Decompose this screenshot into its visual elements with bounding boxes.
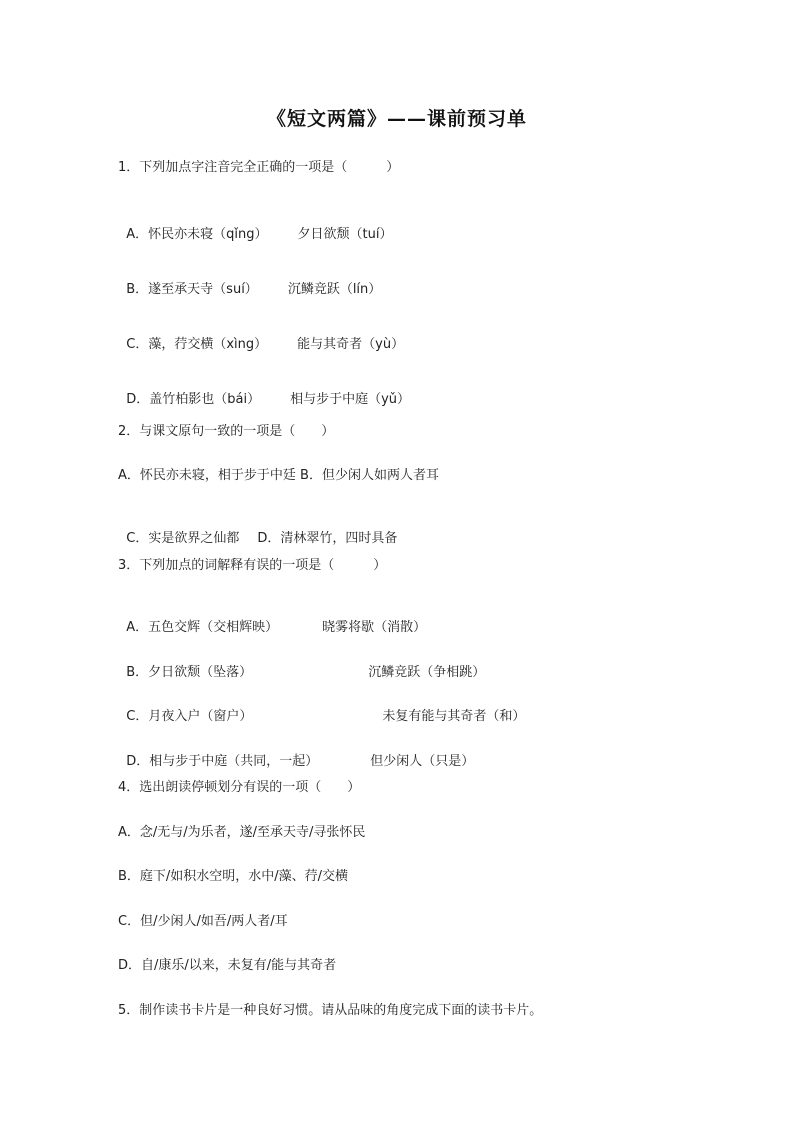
- question-5-stem: 5．制作读书卡片是一种良好习惯。请从品味的角度完成下面的读书卡片。: [118, 1003, 543, 1018]
- option-d-part-2: 相与步于中庭（yǔ）: [290, 392, 411, 407]
- option-a-part-2: 晓雾将歇（消散）: [322, 620, 427, 635]
- option-c-part-2: 未复有能与其奇者（和）: [382, 709, 526, 724]
- option-b-part-1: B．夕日欲颓（坠落）: [126, 665, 253, 680]
- question-3-option-c: [118, 690, 525, 726]
- question-3-option-b: [118, 646, 485, 682]
- question-1-option-b: [118, 263, 381, 299]
- option-d-part-1: D．相与步于中庭（共同，一起）: [126, 754, 319, 769]
- option-a-part-1: A．怀民亦未寝（qǐng）: [126, 227, 268, 242]
- question-2-option-ab: A．怀民亦未寝，相于步于中廷 B．但少闲人如两人者耳: [118, 468, 439, 483]
- question-4-option-c: C．但/少闲人/如吾/两人者/耳: [118, 914, 288, 929]
- question-4-option-a: A．念/无与/为乐者，遂/至承天寺/寻张怀民: [118, 825, 366, 840]
- option-d-part-2: 但少闲人（只是）: [370, 754, 475, 769]
- option-b-part-1: B．遂至承天寺（suí）: [126, 282, 258, 297]
- question-4-option-b: B．庭下/如积水空明，水中/藻、荇/交横: [118, 869, 349, 884]
- option-c-part-1: C．月夜入户（窗户）: [126, 709, 253, 724]
- option-b-part-2: 沉鳞竞跃（lín）: [287, 282, 382, 297]
- option-c-part-2: 能与其奇者（yù）: [297, 337, 405, 352]
- option-a-part-2: 夕日欲颓（tuí）: [297, 227, 393, 242]
- question-2-stem: 2．与课文原句一致的一项是（ ）: [118, 424, 335, 439]
- page-title: 《短文两篇》——课前预习单: [266, 108, 527, 130]
- question-3-stem: 3．下列加点的词解释有误的一项是（ ）: [118, 558, 387, 573]
- option-a-part-1: A．五色交辉（交相辉映）: [126, 620, 279, 635]
- question-3-option-a: [118, 601, 426, 637]
- option-d: D．清林翠竹，四时具备: [257, 531, 398, 546]
- question-4-option-d: D．自/康乐/以来，未复有/能与其奇者: [118, 958, 337, 973]
- option-c-part-1: C．藻，荇交横（xìng）: [126, 337, 268, 352]
- question-2-option-cd: [118, 512, 397, 548]
- question-3-option-d: [118, 735, 474, 771]
- question-1-stem: 1．下列加点字注音完全正确的一项是（ ）: [118, 160, 400, 175]
- question-4-stem: 4．选出朗读停顿划分有误的一项（ ）: [118, 780, 361, 795]
- option-c: C．实是欲界之仙都: [126, 531, 240, 546]
- question-1-option-c: [118, 318, 404, 354]
- question-1-option-a: [118, 208, 392, 244]
- question-1-option-d: [118, 373, 410, 409]
- option-d-part-1: D．盖竹柏影也（bái）: [126, 392, 261, 407]
- option-b-part-2: 沉鳞竞跃（争相跳）: [368, 665, 486, 680]
